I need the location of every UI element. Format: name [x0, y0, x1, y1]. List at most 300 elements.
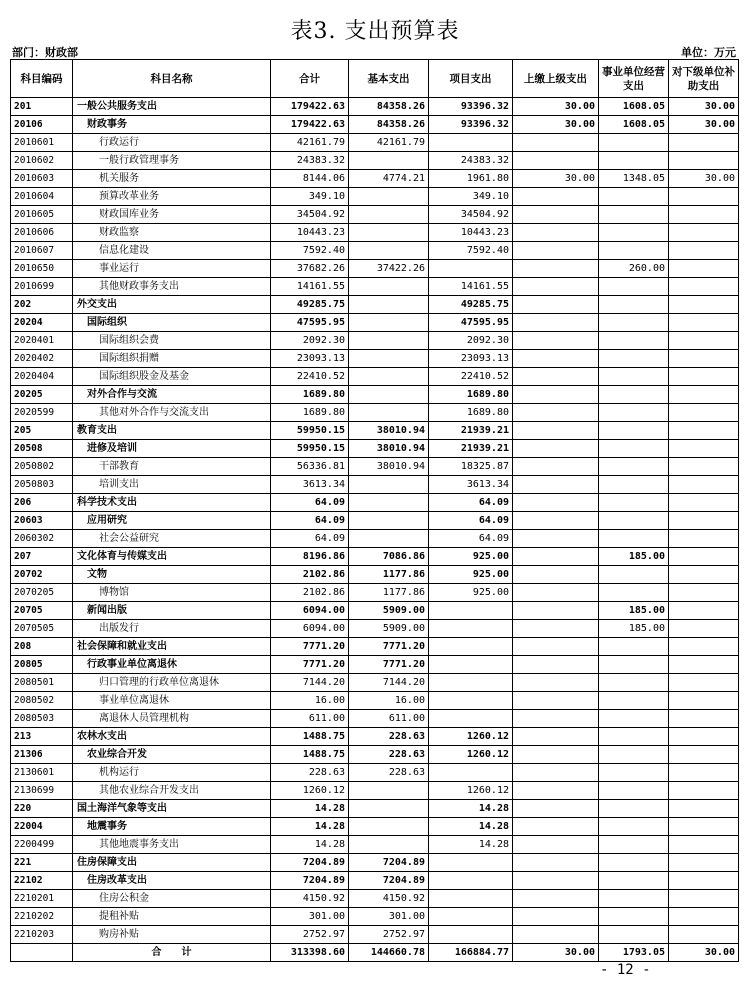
table-row [11, 224, 739, 242]
upper-cell [513, 422, 599, 440]
business-cell [599, 854, 669, 872]
code-cell: 2080502 [11, 692, 73, 710]
table-row [11, 872, 739, 890]
business-cell [599, 836, 669, 854]
business-cell [599, 746, 669, 764]
lower-cell [669, 548, 739, 566]
upper-cell [513, 530, 599, 548]
code-cell: 22004 [11, 818, 73, 836]
project-cell: 64.09 [429, 494, 513, 512]
project-cell [429, 926, 513, 944]
lower-cell [669, 314, 739, 332]
total-cell: 8196.86 [271, 548, 349, 566]
upper-cell [513, 224, 599, 242]
basic-cell [349, 152, 429, 170]
business-cell: 1608.05 [599, 116, 669, 134]
basic-cell: 37422.26 [349, 260, 429, 278]
upper-cell [513, 458, 599, 476]
basic-cell: 2752.97 [349, 926, 429, 944]
project-cell: 64.09 [429, 530, 513, 548]
table-row [11, 602, 739, 620]
lower-cell [669, 368, 739, 386]
name-cell: 农林水支出 [73, 728, 271, 746]
table-row [11, 314, 739, 332]
code-cell: 21306 [11, 746, 73, 764]
basic-cell [349, 296, 429, 314]
business-cell [599, 728, 669, 746]
upper-cell [513, 872, 599, 890]
total-cell: 14.28 [271, 800, 349, 818]
business-cell [599, 656, 669, 674]
name-cell: 社会保障和就业支出 [73, 638, 271, 656]
project-cell: 23093.13 [429, 350, 513, 368]
project-cell [429, 602, 513, 620]
project-cell: 24383.32 [429, 152, 513, 170]
business-cell: 260.00 [599, 260, 669, 278]
lower-cell [669, 188, 739, 206]
total-cell: 1260.12 [271, 782, 349, 800]
upper-cell [513, 206, 599, 224]
code-cell: 206 [11, 494, 73, 512]
business-cell [599, 422, 669, 440]
project-cell [429, 872, 513, 890]
table-row [11, 818, 739, 836]
table-row [11, 332, 739, 350]
lower-cell [669, 854, 739, 872]
basic-cell [349, 800, 429, 818]
project-cell: 925.00 [429, 584, 513, 602]
lower-cell [669, 674, 739, 692]
basic-cell: 7771.20 [349, 656, 429, 674]
basic-cell [349, 404, 429, 422]
basic-cell: 7771.20 [349, 638, 429, 656]
total-cell: 47595.95 [271, 314, 349, 332]
name-cell: 科学技术支出 [73, 494, 271, 512]
lower-cell [669, 494, 739, 512]
table-row [11, 494, 739, 512]
name-cell: 国际组织会费 [73, 332, 271, 350]
table-row [11, 566, 739, 584]
project-cell: 21939.21 [429, 422, 513, 440]
name-cell: 教育支出 [73, 422, 271, 440]
lower-cell [669, 746, 739, 764]
total-cell: 1488.75 [271, 746, 349, 764]
unit-label: 单位：万元 [681, 46, 736, 59]
table-row [11, 836, 739, 854]
business-cell [599, 242, 669, 260]
total-basic: 144660.78 [349, 944, 429, 962]
name-cell: 出版发行 [73, 620, 271, 638]
name-cell: 行政运行 [73, 134, 271, 152]
lower-cell [669, 782, 739, 800]
name-cell: 文化体育与传媒支出 [73, 548, 271, 566]
lower-cell [669, 386, 739, 404]
total-cell: 6094.00 [271, 602, 349, 620]
basic-cell: 4150.92 [349, 890, 429, 908]
total-cell: 228.63 [271, 764, 349, 782]
total-cell: 7771.20 [271, 656, 349, 674]
basic-cell [349, 818, 429, 836]
page-title: 表3. 支出预算表 [290, 19, 460, 44]
total-cell: 42161.79 [271, 134, 349, 152]
lower-cell [669, 512, 739, 530]
total-cell: 6094.00 [271, 620, 349, 638]
code-cell: 2130699 [11, 782, 73, 800]
business-cell [599, 674, 669, 692]
total-label: 合 计 [73, 944, 271, 962]
code-cell: 2010607 [11, 242, 73, 260]
basic-cell: 38010.94 [349, 440, 429, 458]
upper-cell [513, 602, 599, 620]
project-cell: 93396.32 [429, 98, 513, 116]
code-cell: 2210203 [11, 926, 73, 944]
lower-cell: 30.00 [669, 116, 739, 134]
project-cell: 3613.34 [429, 476, 513, 494]
total-cell: 14161.55 [271, 278, 349, 296]
upper-cell: 30.00 [513, 98, 599, 116]
business-cell [599, 566, 669, 584]
code-cell: 201 [11, 98, 73, 116]
lower-cell [669, 404, 739, 422]
business-cell [599, 710, 669, 728]
total-cell: 7144.20 [271, 674, 349, 692]
basic-cell: 5909.00 [349, 602, 429, 620]
table-row [11, 404, 739, 422]
total-business: 1793.05 [599, 944, 669, 962]
page-number: - 12 - [600, 962, 651, 978]
table-body [11, 98, 739, 944]
upper-cell [513, 746, 599, 764]
lower-cell [669, 908, 739, 926]
code-cell: 20603 [11, 512, 73, 530]
business-cell [599, 152, 669, 170]
code-cell: 2010604 [11, 188, 73, 206]
basic-cell: 7204.89 [349, 854, 429, 872]
name-cell: 预算改革业务 [73, 188, 271, 206]
basic-cell [349, 188, 429, 206]
upper-cell [513, 242, 599, 260]
code-cell: 20805 [11, 656, 73, 674]
upper-cell [513, 692, 599, 710]
code-cell: 208 [11, 638, 73, 656]
project-cell: 14.28 [429, 800, 513, 818]
basic-cell: 7144.20 [349, 674, 429, 692]
business-cell [599, 926, 669, 944]
lower-cell [669, 476, 739, 494]
business-cell [599, 692, 669, 710]
lower-cell [669, 620, 739, 638]
basic-cell: 42161.79 [349, 134, 429, 152]
name-cell: 其他财政事务支出 [73, 278, 271, 296]
total-cell: 1488.75 [271, 728, 349, 746]
lower-cell [669, 422, 739, 440]
name-cell: 一般行政管理事务 [73, 152, 271, 170]
basic-cell: 228.63 [349, 728, 429, 746]
business-cell [599, 818, 669, 836]
total-lower: 30.00 [669, 944, 739, 962]
upper-cell [513, 620, 599, 638]
name-cell: 财政事务 [73, 116, 271, 134]
project-cell: 7592.40 [429, 242, 513, 260]
business-cell [599, 206, 669, 224]
table-row [11, 134, 739, 152]
name-cell: 归口管理的行政单位离退休 [73, 674, 271, 692]
project-cell [429, 674, 513, 692]
code-cell: 221 [11, 854, 73, 872]
business-cell [599, 368, 669, 386]
business-cell: 1608.05 [599, 98, 669, 116]
project-cell: 2092.30 [429, 332, 513, 350]
code-cell: 2010601 [11, 134, 73, 152]
lower-cell [669, 800, 739, 818]
total-cell: 7204.89 [271, 872, 349, 890]
code-cell: 2050802 [11, 458, 73, 476]
table-row [11, 746, 739, 764]
upper-cell [513, 404, 599, 422]
lower-cell: 30.00 [669, 98, 739, 116]
upper-cell [513, 800, 599, 818]
total-cell: 14.28 [271, 818, 349, 836]
table-row [11, 350, 739, 368]
project-cell: 22410.52 [429, 368, 513, 386]
business-cell [599, 224, 669, 242]
code-cell: 20702 [11, 566, 73, 584]
lower-cell [669, 224, 739, 242]
business-cell [599, 782, 669, 800]
business-cell [599, 908, 669, 926]
basic-cell [349, 530, 429, 548]
name-cell: 国际组织捐赠 [73, 350, 271, 368]
project-cell: 925.00 [429, 548, 513, 566]
name-cell: 机关服务 [73, 170, 271, 188]
upper-cell [513, 188, 599, 206]
project-cell: 47595.95 [429, 314, 513, 332]
table-row [11, 278, 739, 296]
basic-cell: 38010.94 [349, 458, 429, 476]
lower-cell [669, 350, 739, 368]
table-row [11, 710, 739, 728]
name-cell: 住房保障支出 [73, 854, 271, 872]
business-cell [599, 638, 669, 656]
lower-cell [669, 296, 739, 314]
total-cell: 2102.86 [271, 566, 349, 584]
header-total: 合计 [271, 60, 349, 98]
table-row [11, 512, 739, 530]
lower-cell [669, 584, 739, 602]
project-cell: 1961.80 [429, 170, 513, 188]
code-cell: 2010603 [11, 170, 73, 188]
total-cell: 7771.20 [271, 638, 349, 656]
table-row [11, 692, 739, 710]
basic-cell [349, 368, 429, 386]
business-cell [599, 386, 669, 404]
name-cell: 一般公共服务支出 [73, 98, 271, 116]
project-cell: 49285.75 [429, 296, 513, 314]
upper-cell [513, 890, 599, 908]
code-cell: 2020402 [11, 350, 73, 368]
project-cell: 18325.87 [429, 458, 513, 476]
code-cell: 2010605 [11, 206, 73, 224]
upper-cell [513, 440, 599, 458]
table-row [11, 656, 739, 674]
lower-cell [669, 656, 739, 674]
total-code-cell [11, 944, 73, 962]
table-row [11, 548, 739, 566]
code-cell: 220 [11, 800, 73, 818]
table-row [11, 620, 739, 638]
header-basic: 基本支出 [349, 60, 429, 98]
total-cell: 37682.26 [271, 260, 349, 278]
lower-cell [669, 728, 739, 746]
upper-cell [513, 926, 599, 944]
lower-cell [669, 134, 739, 152]
project-cell: 14161.55 [429, 278, 513, 296]
upper-cell [513, 134, 599, 152]
lower-cell [669, 692, 739, 710]
upper-cell [513, 854, 599, 872]
lower-cell [669, 440, 739, 458]
name-cell: 事业单位离退休 [73, 692, 271, 710]
total-cell: 7204.89 [271, 854, 349, 872]
basic-cell: 84358.26 [349, 116, 429, 134]
total-cell: 24383.32 [271, 152, 349, 170]
project-cell: 21939.21 [429, 440, 513, 458]
upper-cell [513, 818, 599, 836]
table-row [11, 386, 739, 404]
code-cell: 2070505 [11, 620, 73, 638]
lower-cell [669, 206, 739, 224]
business-cell [599, 314, 669, 332]
name-cell: 干部教育 [73, 458, 271, 476]
upper-cell [513, 368, 599, 386]
business-cell: 185.00 [599, 620, 669, 638]
name-cell: 外交支出 [73, 296, 271, 314]
project-cell: 1260.12 [429, 746, 513, 764]
business-cell [599, 476, 669, 494]
code-cell: 2210202 [11, 908, 73, 926]
project-cell [429, 656, 513, 674]
business-cell: 185.00 [599, 602, 669, 620]
code-cell: 20205 [11, 386, 73, 404]
lower-cell [669, 872, 739, 890]
project-cell [429, 134, 513, 152]
table-header-row [11, 60, 739, 98]
project-cell [429, 710, 513, 728]
table-row [11, 296, 739, 314]
total-project: 166884.77 [429, 944, 513, 962]
code-cell: 205 [11, 422, 73, 440]
name-cell: 事业运行 [73, 260, 271, 278]
total-cell: 23093.13 [271, 350, 349, 368]
lower-cell [669, 278, 739, 296]
business-cell: 1348.05 [599, 170, 669, 188]
table-row [11, 890, 739, 908]
code-cell: 20106 [11, 116, 73, 134]
project-cell: 64.09 [429, 512, 513, 530]
basic-cell [349, 242, 429, 260]
business-cell [599, 458, 669, 476]
code-cell: 207 [11, 548, 73, 566]
name-cell: 住房公积金 [73, 890, 271, 908]
project-cell [429, 260, 513, 278]
table-row [11, 728, 739, 746]
basic-cell: 7086.86 [349, 548, 429, 566]
name-cell: 对外合作与交流 [73, 386, 271, 404]
basic-cell [349, 206, 429, 224]
code-cell: 2010602 [11, 152, 73, 170]
total-cell: 56336.81 [271, 458, 349, 476]
header-code: 科目编码 [11, 60, 73, 98]
code-cell: 2020401 [11, 332, 73, 350]
code-cell: 2210201 [11, 890, 73, 908]
business-cell [599, 584, 669, 602]
basic-cell: 228.63 [349, 764, 429, 782]
total-cell: 49285.75 [271, 296, 349, 314]
upper-cell [513, 674, 599, 692]
table-row [11, 800, 739, 818]
upper-cell [513, 656, 599, 674]
table-row [11, 854, 739, 872]
total-upper: 30.00 [513, 944, 599, 962]
business-cell [599, 494, 669, 512]
header-name: 科目名称 [73, 60, 271, 98]
lower-cell [669, 836, 739, 854]
lower-cell [669, 602, 739, 620]
basic-cell: 16.00 [349, 692, 429, 710]
upper-cell [513, 386, 599, 404]
total-row [11, 944, 739, 962]
table-row [11, 440, 739, 458]
business-cell [599, 764, 669, 782]
lower-cell [669, 458, 739, 476]
business-cell [599, 296, 669, 314]
business-cell [599, 188, 669, 206]
upper-cell: 30.00 [513, 170, 599, 188]
business-cell [599, 350, 669, 368]
basic-cell [349, 386, 429, 404]
name-cell: 提租补贴 [73, 908, 271, 926]
basic-cell [349, 512, 429, 530]
project-cell [429, 638, 513, 656]
name-cell: 国际组织 [73, 314, 271, 332]
name-cell: 其他地震事务支出 [73, 836, 271, 854]
code-cell: 2070205 [11, 584, 73, 602]
lower-cell [669, 332, 739, 350]
code-cell: 2080503 [11, 710, 73, 728]
upper-cell [513, 494, 599, 512]
total-cell: 179422.63 [271, 98, 349, 116]
project-cell: 14.28 [429, 836, 513, 854]
name-cell: 应用研究 [73, 512, 271, 530]
total-cell: 2092.30 [271, 332, 349, 350]
total-cell: 4150.92 [271, 890, 349, 908]
table-row [11, 242, 739, 260]
basic-cell [349, 224, 429, 242]
project-cell [429, 854, 513, 872]
upper-cell [513, 710, 599, 728]
upper-cell: 30.00 [513, 116, 599, 134]
budget-table [10, 59, 739, 962]
basic-cell: 5909.00 [349, 620, 429, 638]
name-cell: 其他对外合作与交流支出 [73, 404, 271, 422]
basic-cell [349, 332, 429, 350]
code-cell: 2130601 [11, 764, 73, 782]
project-cell: 14.28 [429, 818, 513, 836]
table-row [11, 908, 739, 926]
business-cell [599, 332, 669, 350]
upper-cell [513, 332, 599, 350]
total-cell: 10443.23 [271, 224, 349, 242]
